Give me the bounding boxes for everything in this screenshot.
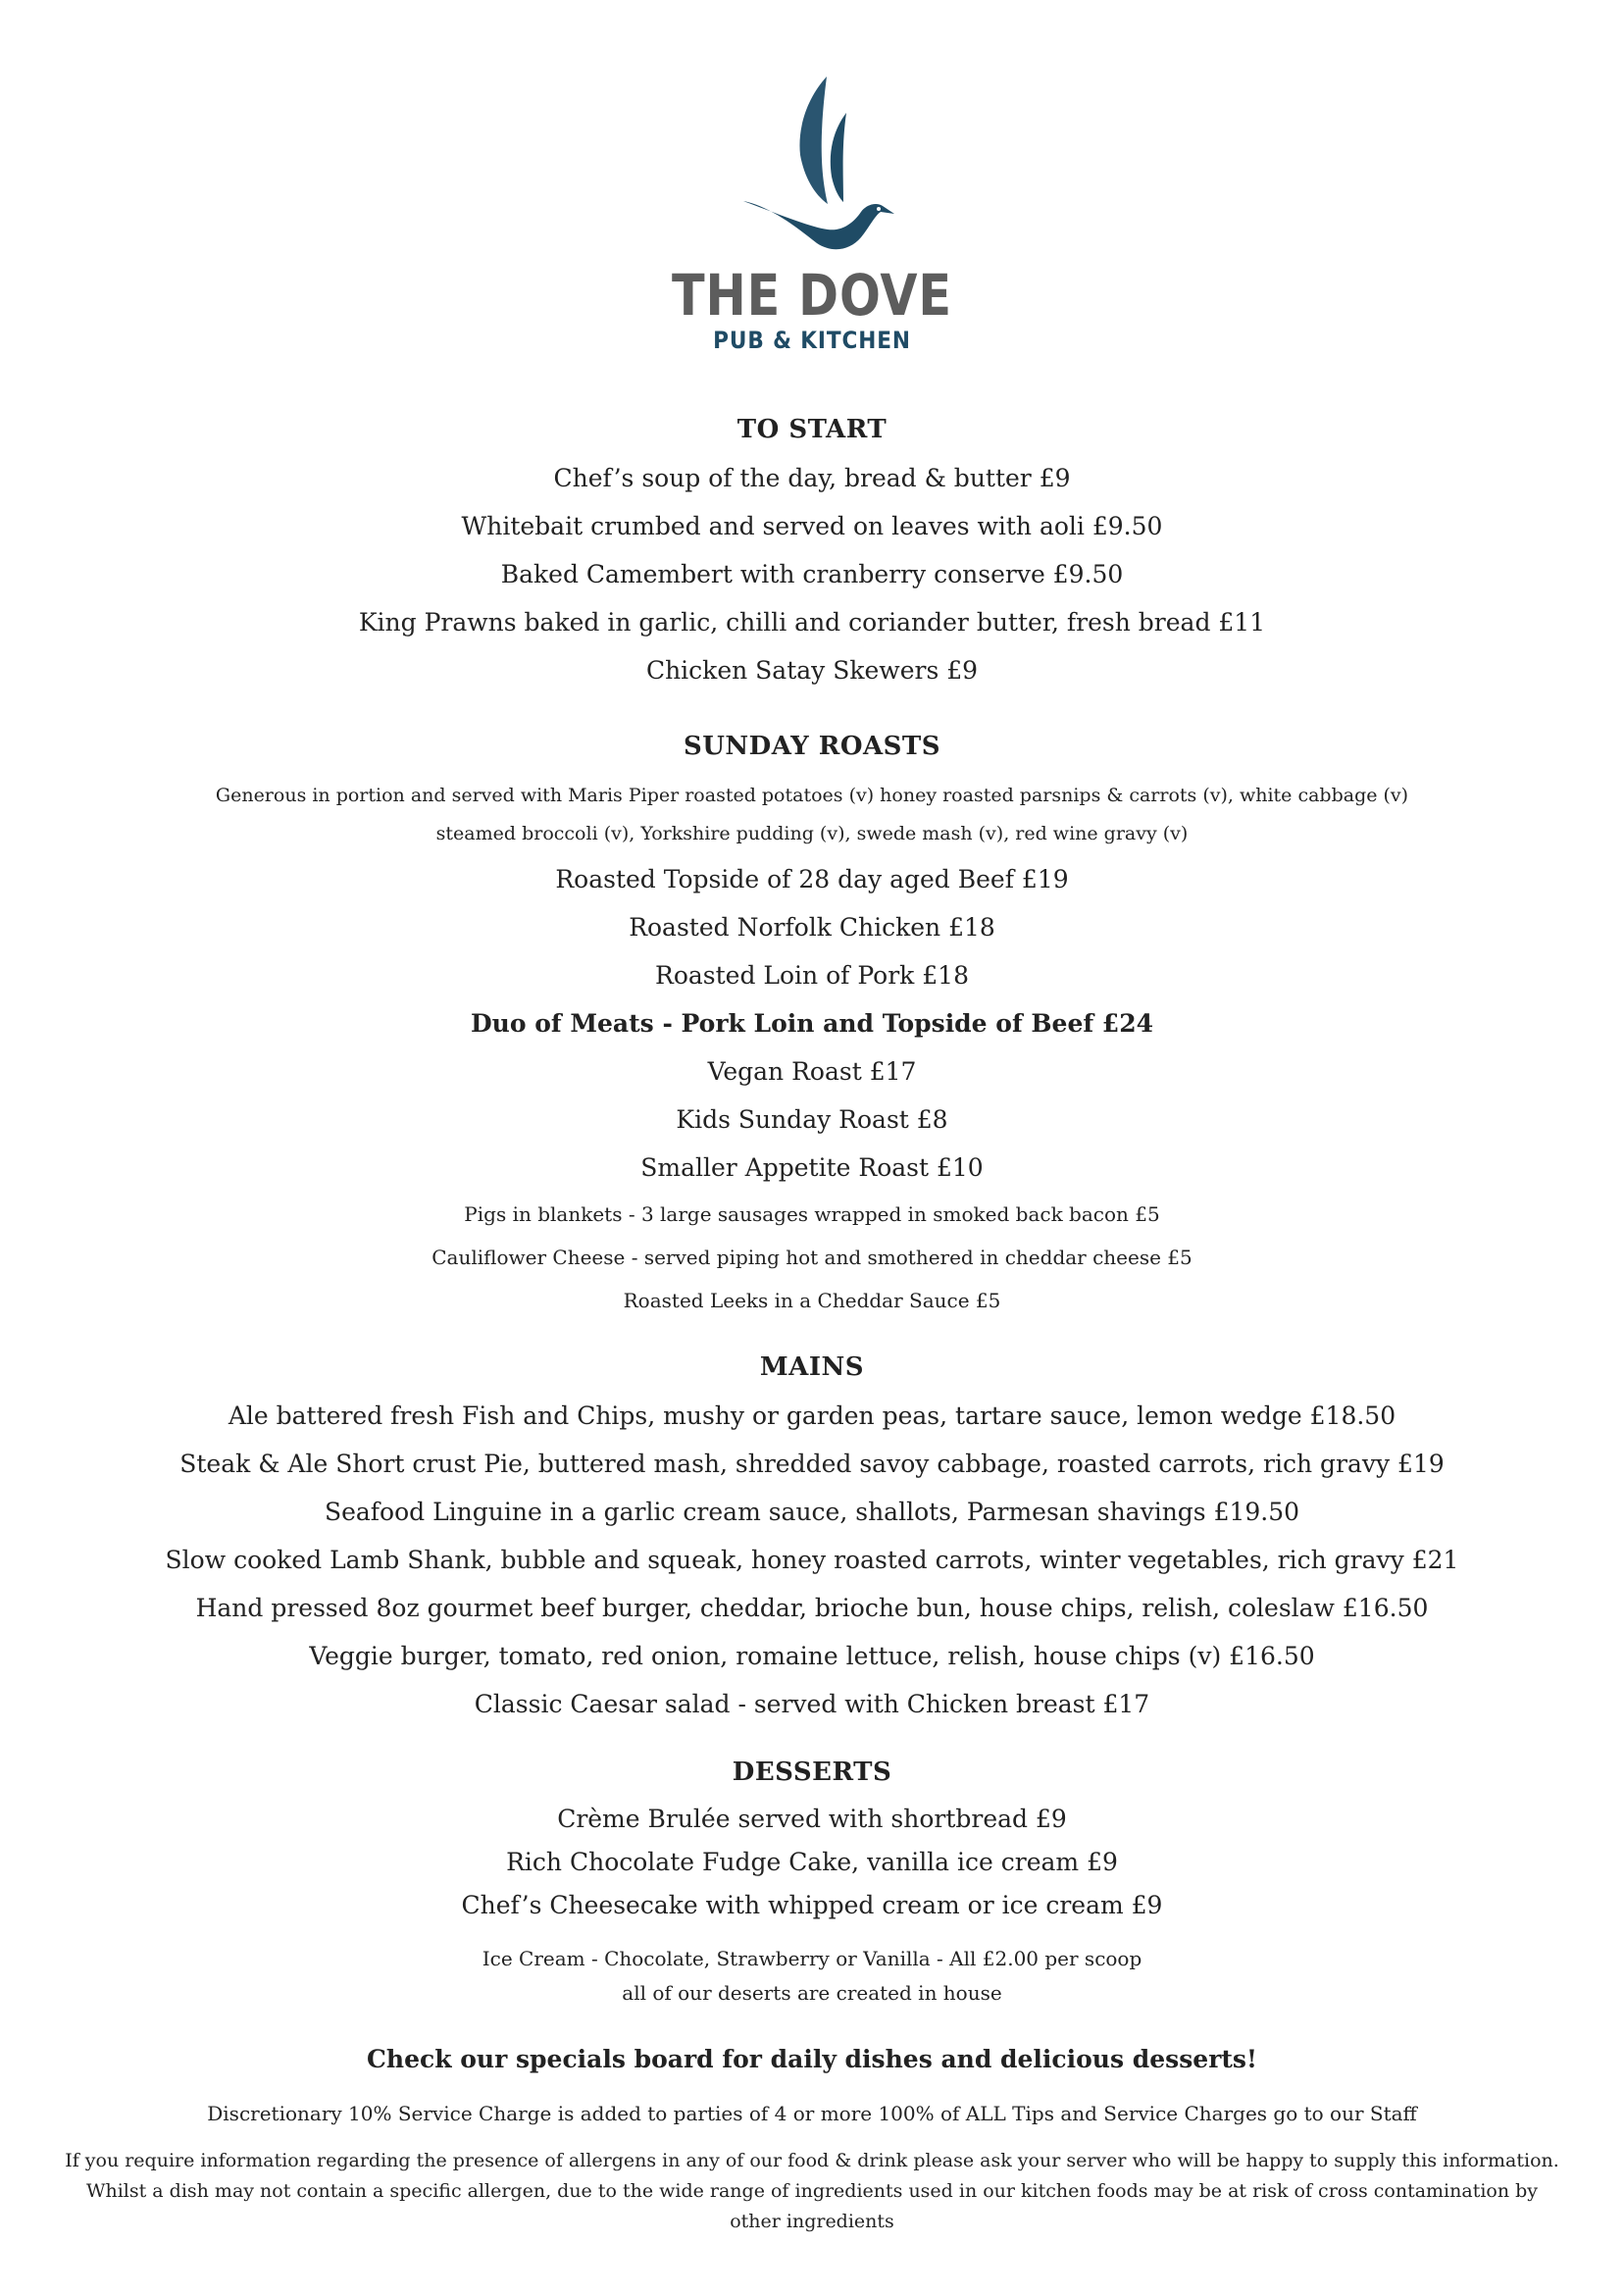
dove-icon <box>724 69 900 260</box>
dessert-note: all of our deserts are created in house <box>622 1981 1002 2005</box>
allergen-note: If you require information regarding the presence of allergens in any of our food & drink please ask your server who will be happy to supply this information. <box>65 2150 1559 2171</box>
section-heading-mains: MAINS <box>759 1352 865 1382</box>
brand-subtitle: PUB & KITCHEN <box>713 327 911 354</box>
menu-item: Seafood Linguine in a garlic cream sauce, shallots, Parmesan shavings £19.50 <box>324 1498 1300 1526</box>
menu-item: Veggie burger, tomato, red onion, romaine lettuce, relish, house chips (v) £16.50 <box>309 1642 1315 1670</box>
menu-item: Chicken Satay Skewers £9 <box>645 656 979 685</box>
menu-item: Chef’s Cheesecake with whipped cream or ice cream £9 <box>461 1891 1163 1919</box>
menu-item-featured: Duo of Meats - Pork Loin and Topside of Beef £24 <box>470 1009 1153 1038</box>
menu-item: Vegan Roast £17 <box>707 1057 917 1086</box>
menu-item: Crème Brulée served with shortbread £9 <box>557 1805 1067 1833</box>
menu-item: King Prawns baked in garlic, chilli and coriander butter, fresh bread £11 <box>358 608 1266 637</box>
service-charge-note: Discretionary 10% Service Charge is added to parties of 4 or more 100% of ALL Tips and Service Charges go to our Staff <box>207 2102 1417 2125</box>
menu-item: Hand pressed 8oz gourmet beef burger, cheddar, brioche bun, house chips, relish, coleslaw £16.50 <box>195 1594 1429 1622</box>
allergen-note: other ingredients <box>730 2211 894 2232</box>
allergen-note: Whilst a dish may not contain a specific allergen, due to the wide range of ingredients used in our kitchen foods may be at risk of cross contamination by <box>85 2180 1539 2202</box>
menu-item: Kids Sunday Roast £8 <box>676 1105 948 1134</box>
section-heading-sunday-roasts: SUNDAY ROASTS <box>683 732 941 761</box>
section-description: Generous in portion and served with Maris Piper roasted potatoes (v) honey roasted parsnips & carrots (v), white cabbage (v) <box>215 785 1409 806</box>
section-heading-to-start: TO START <box>736 415 888 444</box>
section-description: steamed broccoli (v), Yorkshire pudding (v), swede mash (v), red wine gravy (v) <box>435 823 1189 844</box>
menu-item: Slow cooked Lamb Shank, bubble and squeak, honey roasted carrots, winter vegetables, rich gravy £21 <box>165 1546 1459 1574</box>
menu-item: Roasted Norfolk Chicken £18 <box>629 913 995 942</box>
side-item: Cauliflower Cheese - served piping hot and smothered in cheddar cheese £5 <box>431 1246 1193 1269</box>
menu-item: Ale battered fresh Fish and Chips, mushy or garden peas, tartare sauce, lemon wedge £18.50 <box>228 1402 1396 1430</box>
brand-name: THE DOVE <box>672 262 952 329</box>
menu-item: Chef’s soup of the day, bread & butter £9 <box>553 464 1071 492</box>
menu-item: Baked Camembert with cranberry conserve £9.50 <box>500 560 1124 588</box>
menu-item: Classic Caesar salad - served with Chicken breast £17 <box>474 1690 1150 1718</box>
menu-item: Roasted Loin of Pork £18 <box>655 961 969 990</box>
menu-item: Whitebait crumbed and served on leaves with aoli £9.50 <box>461 512 1163 540</box>
menu-item: Steak & Ale Short crust Pie, buttered mash, shredded savoy cabbage, roasted carrots, rich gravy £19 <box>179 1450 1445 1478</box>
side-item: Roasted Leeks in a Cheddar Sauce £5 <box>623 1289 1001 1312</box>
menu-item: Rich Chocolate Fudge Cake, vanilla ice cream £9 <box>506 1848 1118 1876</box>
specials-notice: Check our specials board for daily dishes and delicious desserts! <box>367 2045 1257 2073</box>
dessert-note: Ice Cream - Chocolate, Strawberry or Vanilla - All £2.00 per scoop <box>482 1947 1142 1970</box>
side-item: Pigs in blankets - 3 large sausages wrapped in smoked back bacon £5 <box>464 1202 1160 1226</box>
menu-item: Smaller Appetite Roast £10 <box>640 1153 984 1182</box>
section-heading-desserts: DESSERTS <box>732 1758 892 1787</box>
brand-logo <box>0 69 1624 354</box>
menu-item: Roasted Topside of 28 day aged Beef £19 <box>555 865 1069 893</box>
